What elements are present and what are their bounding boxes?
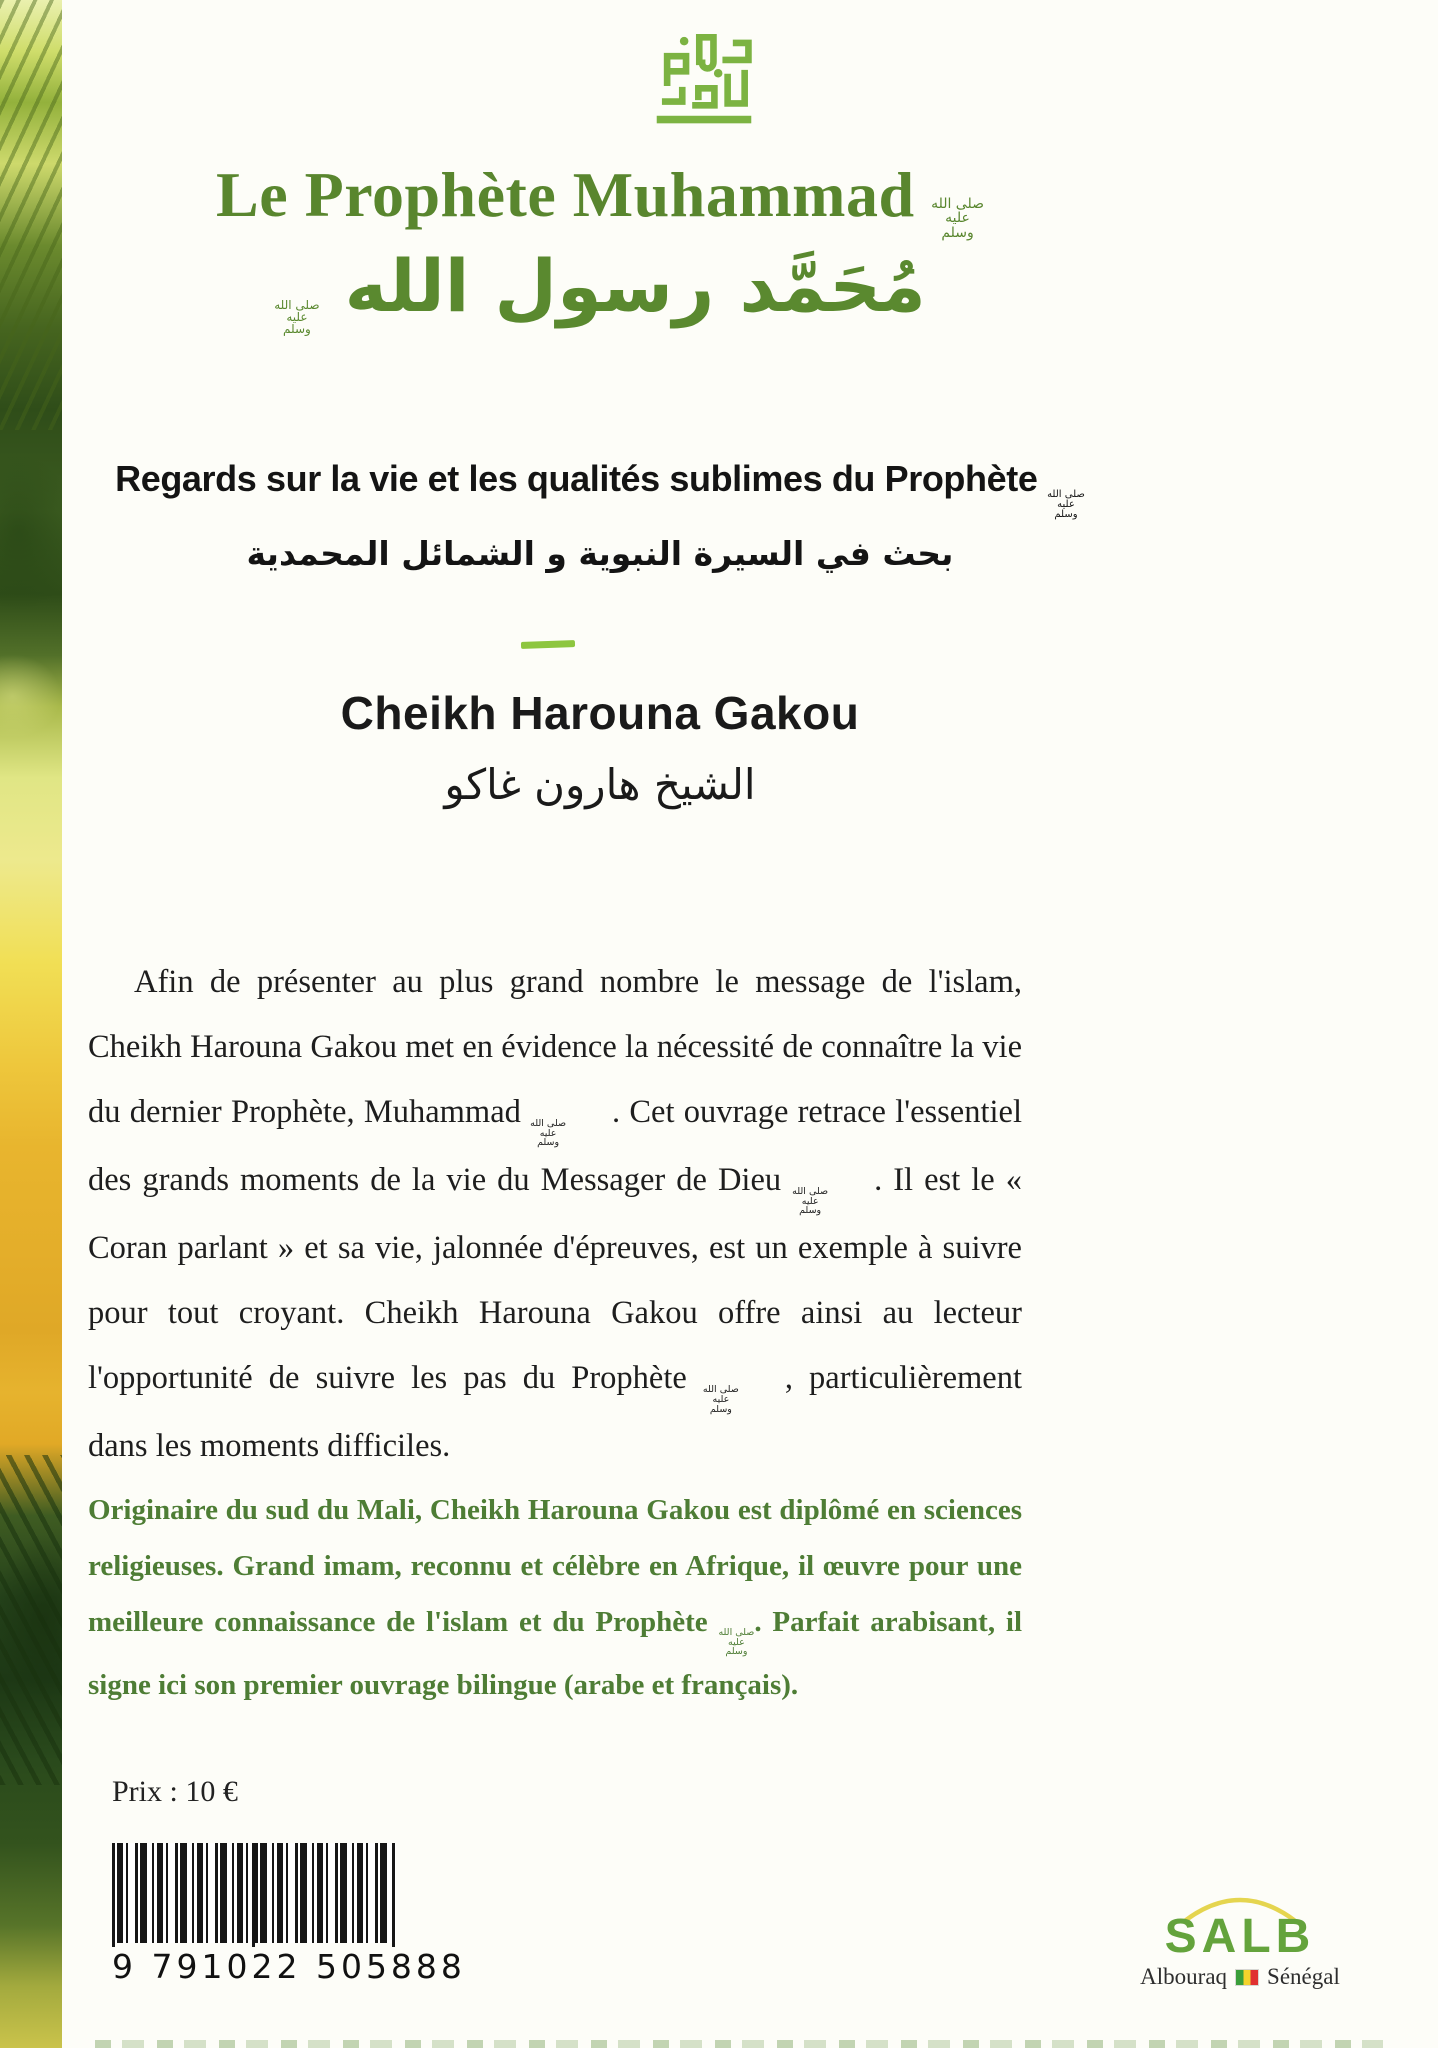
saw-calligraphy-mark: صلى الله عليه وسلم — [718, 1627, 755, 1658]
saw-calligraphy-mark: صلى الله عليه وسلم — [931, 196, 984, 241]
tropical-palm-strip-image — [0, 0, 62, 2048]
subtitle-french-text: Regards sur la vie et les qualités sublimes du Prophète — [115, 458, 1038, 499]
description-segment: . Il est le « Coran parlant » et sa vie, jalonnée d'épreuves, est un exemple à suivre pour tout croyant. Cheikh Harouna Gakou offre ainsi au lecteur l'opportunité de suivre les pas du Prophète — [88, 1162, 1022, 1397]
book-title-french-text: Le Prophète Muhammad — [216, 159, 915, 230]
description-segment: Afin de présenter au plus grand nombre le message de l'islam, Cheikh Harouna Gakou met en évidence la nécessité de connaître la vie du dernier Prophète, Muhammad — [88, 964, 1022, 1130]
green-divider-line — [521, 640, 575, 649]
imprint-name: Albouraq — [1140, 1964, 1228, 1990]
author-bio — [88, 1482, 1022, 1713]
author-name-french: Cheikh Harouna Gakou — [340, 687, 860, 739]
price-label: Prix : 10 € — [112, 1775, 238, 1808]
saw-calligraphy-mark: صلى الله عليه وسلم — [530, 1118, 567, 1149]
publisher-country: Sénégal — [1267, 1964, 1340, 1990]
book-title-french — [80, 158, 1120, 240]
back-cover-description — [88, 950, 1022, 1479]
description-segment: . Cet ouvrage retrace l'essentiel des grands moments de la vie du Messager de Dieu — [88, 1094, 1022, 1199]
isbn-number: 9 791022 505888 — [112, 1947, 466, 1986]
subtitle-french — [80, 458, 1120, 521]
bio-segment: . Parfait arabisant, il signe ici son premier ouvrage bilingue (arabe et français). — [88, 1606, 1023, 1702]
saw-calligraphy-mark: صلى الله عليه وسلم — [1047, 489, 1085, 521]
saw-calligraphy-mark: صلى الله عليه وسلم — [792, 1186, 829, 1217]
cropped-bottom-text-line — [95, 2040, 1383, 2048]
publisher-imprint-line — [1140, 1964, 1340, 1990]
description-segment: , particulièrement dans les moments difficiles. — [88, 1360, 1022, 1465]
senegal-flag-icon — [1236, 1970, 1258, 1985]
bio-segment: Originaire du sud du Mali, Cheikh Harouna Gakou est diplômé en sciences religieuses. Grand imam, reconnu et célèbre en Afrique, il œuvre pour une meilleure connaissance de l'islam et du Prophète — [88, 1494, 1022, 1638]
saw-calligraphy-mark: صلى الله عليه وسلم — [702, 1384, 739, 1415]
author-name-arabic: الشيخ هارون غاكو — [444, 760, 756, 809]
publisher-logo — [1140, 1888, 1340, 1990]
publisher-name: SALB — [1164, 1910, 1316, 1963]
subtitle-arabic: بحث في السيرة النبوية و الشمائل المحمدية — [246, 534, 954, 573]
book-title-arabic-text: مُحَمَّد رسول الله — [344, 244, 926, 328]
saw-calligraphy-mark: صلى الله عليه وسلم — [274, 298, 320, 337]
barcode-bars — [112, 1843, 396, 1943]
kufic-calligraphy-seal-icon — [652, 26, 756, 128]
isbn-barcode — [112, 1843, 466, 1986]
book-title-arabic — [80, 244, 1120, 336]
